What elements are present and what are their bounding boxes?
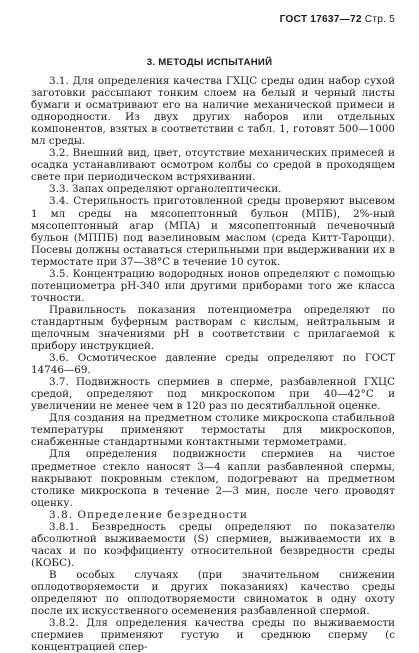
document-body [31, 75, 395, 653]
paragraph: 3.5. Концентрацию водородных ионов определяют с помощью потенциометра рН-340 или другими приборами того же класса точности. [31, 267, 395, 304]
gost-number: ГОСТ 17637—72 [279, 14, 362, 25]
paragraph: 3.3. Запах определяют органолептически. [49, 183, 282, 196]
subsection-heading: 3.8. Определение безредности [49, 508, 248, 521]
paragraph: 3.4. Стерильность приготовленной среды проверяют высевом 1 мл среды на мясопептонный бульон (МПБ), 2%-ный мясопептонный агар (МПА) и мясопептонный печеночный бульон (МППБ) под вазелиновым маслом (среда Китт-Тароцци). Посевы должны оставаться стерильными при выдерживании их в термостате при 37—38°С в течение 10 суток. [31, 195, 395, 268]
paragraph: 3.1. Для определения качества ГХЦС среды один набор сухой заготовки рассыпают тонким слоем на белый и черный листы бумаги и осматривают его на наличие механической примеси и однородности. Из двух других наборов или отдельных компонентов, взятых в соответствии с табл. 1, готовят 500—1000 мл среды. [31, 75, 395, 148]
paragraph: 3.8.1. Безвредность среды определяют по показателю абсолютной выживаемости (S) спермиев, выживаемости их в часах и по коэффициенту относительной безвредности среды (КОБС). [31, 520, 395, 569]
paragraph: Правильность показания потенциометра определяют по стандартным буферным растворам с кислым, нейтральным и щелочным значениями рН в соответствии с прилагаемой к прибору инструкцией. [31, 303, 395, 353]
section-title: 3. МЕТОДЫ ИСПЫТАНИЙ [146, 57, 273, 68]
paragraph: 3.7. Подвижность спермиев в сперме, разбавленной ГХЦС средой, определяют под микроскопом при 40—42°С и увеличении не менее чем в 120 раз по десятибалльной оценке. [31, 376, 395, 413]
paragraph: В особых случаях (при значительном снижении оплодотворяемости и других показаниях) качество среды определяют по оплодотворяемости свиноматок в одну охоту после их искусственного осеменения разбавленной спермой. [31, 568, 395, 618]
page-number: Стр. 5 [364, 14, 395, 25]
paragraph: 3.6. Осмотическое давление среды определяют по ГОСТ 14746—69. [31, 352, 395, 377]
page-header [280, 14, 395, 25]
paragraph: 3.2. Внешний вид, цвет, отсутствие механических примесей и осадка устанавливают осмотром колбы со средой в проходящем свете при периодическом встряхивании. [31, 147, 395, 184]
paragraph: 3.8.2. Для определения качества среды по выживаемости спермиев применяют густую и среднюю сперму (с концентрацией спер- [31, 617, 395, 653]
paragraph: Для создания на предметном столике микроскопа стабильной температуры применяют термостаты для микроскопов, снабженные стандартными контактными термометрами. [31, 412, 395, 449]
paragraph: Для определения подвижности спермиев на чистое предметное стекло наносят 3—4 капли разбавленной спермы, накрывают покровным стеклом, подогревают на предметном столике микроскопа в течение 2—3 мин, после чего проводят оценку. [31, 448, 395, 509]
